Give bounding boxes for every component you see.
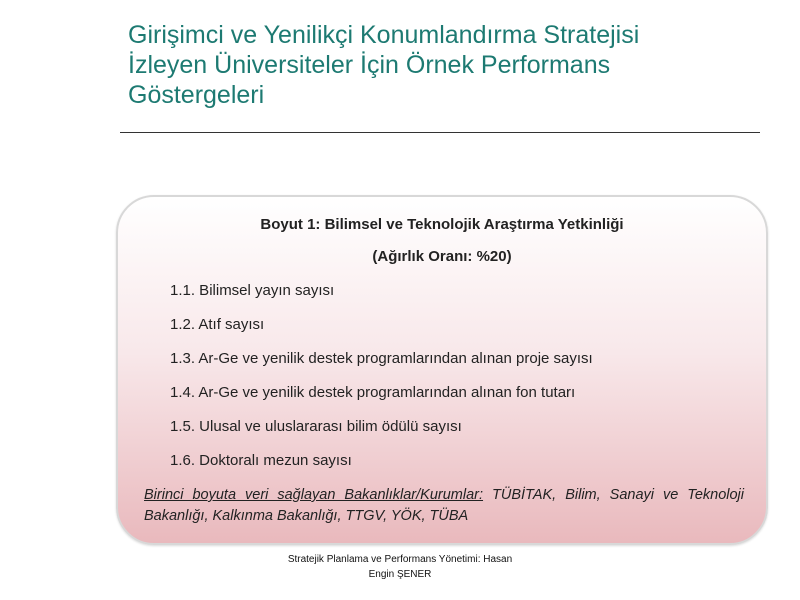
data-source-text: TÜBİTAK, Bilim, Sanayi ve Teknoloji Bakanlığı, Kalkınma Bakanlığı, TTGV, YÖK, TÜBA (144, 487, 744, 524)
dimension-weight: (Ağırlık Oranı: %20) (372, 248, 512, 265)
data-source-label: Birinci boyuta veri sağlayan Bakanlıklar/Kurumlar: (144, 487, 484, 503)
slide-title (128, 20, 768, 110)
slide-title-line-2: İzleyen Üniversiteler İçin Örnek Performans (128, 51, 611, 79)
data-source-note (144, 485, 744, 527)
slide-title-line-3: Göstergeleri (128, 81, 265, 109)
indicator-item: 1.6. Doktoralı mezun sayısı (170, 452, 352, 469)
indicator-item: 1.4. Ar-Ge ve yenilik destek programlarından alınan fon tutarı (170, 384, 576, 401)
dimension-heading: Boyut 1: Bilimsel ve Teknolojik Araştırma Yetkinliği (260, 216, 624, 233)
footer-line-1: Stratejik Planlama ve Performans Yönetimi: Hasan (287, 554, 513, 565)
title-divider (120, 132, 760, 133)
indicator-item: 1.2. Atıf sayısı (170, 316, 265, 333)
indicator-item: 1.3. Ar-Ge ve yenilik destek programlarından alınan proje sayısı (170, 350, 593, 367)
slide-footer (250, 552, 550, 582)
dimension-box (116, 195, 768, 545)
footer-line-2: Engin ŞENER (368, 569, 432, 580)
indicator-item: 1.5. Ulusal ve uluslararası bilim ödülü sayısı (170, 418, 462, 435)
slide-title-line-1: Girişimci ve Yenilikçi Konumlandırma Stratejisi (128, 21, 640, 49)
indicator-item: 1.1. Bilimsel yayın sayısı (170, 282, 335, 299)
